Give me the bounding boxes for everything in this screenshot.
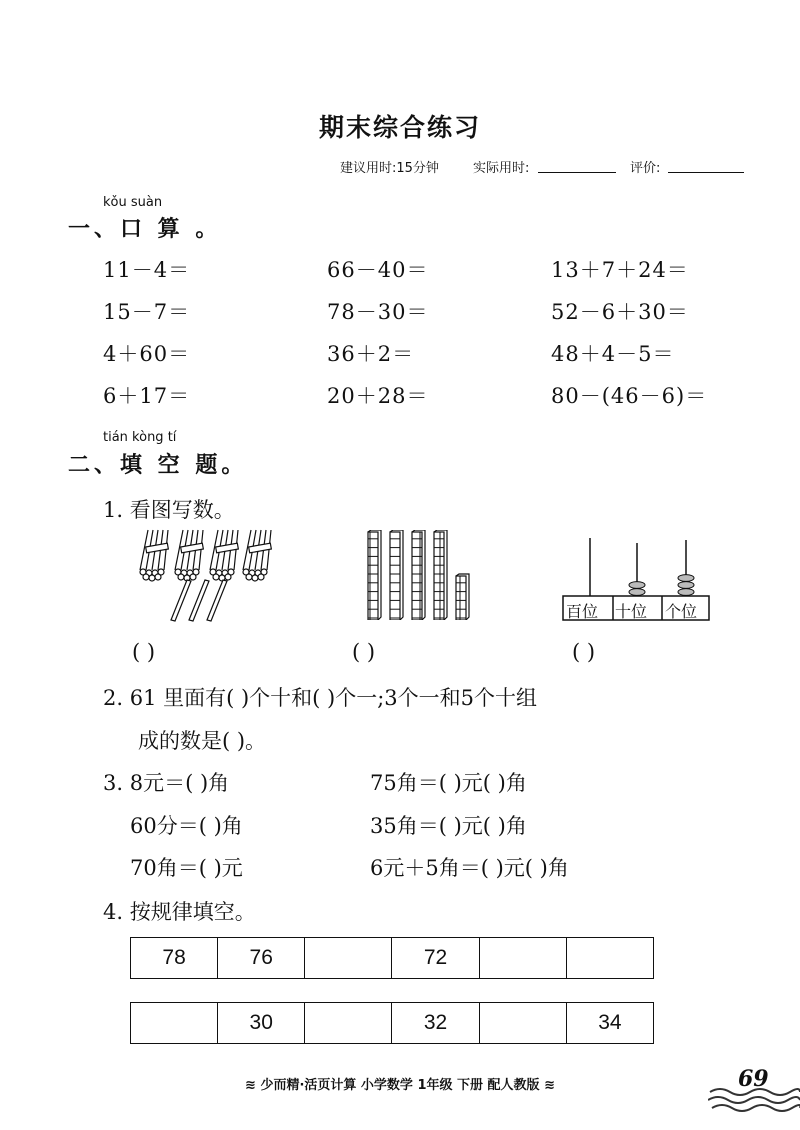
footer-text: ≋ 少而精·活页计算 小学数学 1年级 下册 配人教版 ≋ (245, 1078, 555, 1093)
calc-item: 78－30＝ (327, 300, 429, 324)
sequence-cell[interactable]: 72 (392, 938, 479, 979)
page-number: 69 (738, 1066, 769, 1092)
section1-heading: 一、口 算 。 (68, 217, 222, 242)
section1-pinyin: kǒu suàn (103, 195, 163, 210)
rating-blank[interactable] (668, 172, 744, 173)
calc-item: 15－7＝ (103, 300, 191, 324)
q3-item: 75角＝( )元( )角 (370, 771, 527, 795)
sequence-cell[interactable] (305, 938, 392, 979)
calc-item: 36＋2＝ (327, 342, 415, 366)
sequence-cell[interactable]: 30 (218, 1003, 305, 1044)
q3-item: 60分＝( )角 (130, 814, 243, 838)
actual-time-label: 实际用时: (473, 161, 530, 176)
q3-item: 70角＝( )元 (130, 856, 243, 880)
answer-blank[interactable]: ( ) (572, 640, 596, 664)
abacus-label-ones: 个位 (665, 602, 698, 621)
stick-bundles-illustration (125, 525, 285, 625)
section2-pinyin: tián kòng tí (103, 430, 177, 445)
sequence-table-2 (130, 1002, 654, 1044)
q2-line2: 成的数是( )。 (138, 729, 267, 753)
sequence-cell[interactable]: 34 (566, 1003, 653, 1044)
sequence-cell[interactable]: 32 (392, 1003, 479, 1044)
answer-blank[interactable]: ( ) (352, 640, 376, 664)
sequence-cell[interactable] (131, 1003, 218, 1044)
abacus-label-hundreds: 百位 (566, 602, 599, 621)
q1-text: 1. 看图写数。 (103, 498, 235, 522)
calc-item: 52－6＋30＝ (551, 300, 689, 324)
q3-item: 6元＋5角＝( )元( )角 (370, 856, 569, 880)
sequence-cell[interactable]: 78 (131, 938, 218, 979)
q3-item: 35角＝( )元( )角 (370, 814, 527, 838)
section2-heading: 二、填 空 题。 (68, 453, 248, 478)
answer-blank[interactable]: ( ) (132, 640, 156, 664)
calc-item: 20＋28＝ (327, 384, 429, 408)
suggested-time-label: 建议用时:15分钟 (340, 161, 439, 176)
actual-time-blank[interactable] (538, 172, 616, 173)
calc-item: 13＋7＋24＝ (551, 258, 689, 282)
abacus-label-tens: 十位 (615, 602, 648, 621)
calc-item: 66－40＝ (327, 258, 429, 282)
q2-line1: 2. 61 里面有( )个十和( )个一;3个一和5个十组 (103, 686, 538, 710)
sequence-cell[interactable] (479, 1003, 566, 1044)
page-title: 期末综合练习 (318, 113, 481, 142)
calc-item: 4＋60＝ (103, 342, 191, 366)
sequence-cell[interactable] (305, 1003, 392, 1044)
sequence-cell[interactable] (479, 938, 566, 979)
sequence-cell[interactable] (566, 938, 653, 979)
q3-item: 3. 8元＝( )角 (103, 771, 230, 795)
rating-label: 评价: (630, 161, 661, 176)
sequence-cell[interactable]: 76 (218, 938, 305, 979)
sequence-table-1 (130, 937, 654, 979)
q4-text: 4. 按规律填空。 (103, 900, 256, 924)
calc-item: 48＋4－5＝ (551, 342, 675, 366)
ten-rods-illustration (360, 530, 470, 620)
calc-item: 6＋17＝ (103, 384, 191, 408)
calc-item: 11－4＝ (103, 258, 191, 282)
calc-item: 80－(46－6)＝ (551, 384, 708, 408)
